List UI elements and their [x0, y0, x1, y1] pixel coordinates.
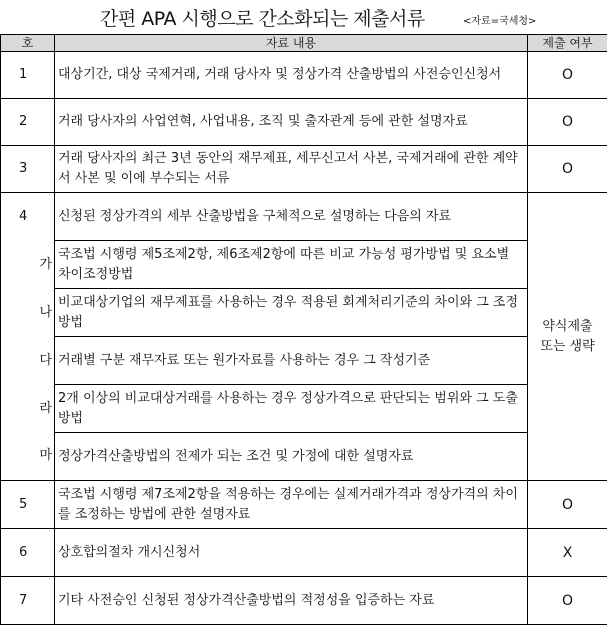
row-content: 거래별 구분 재무자료 또는 원가자료를 사용하는 경우 그 작성기준	[55, 337, 528, 385]
row-sub-number: 마	[1, 433, 55, 481]
table-row	[1, 241, 607, 289]
row-number: 3	[1, 146, 55, 193]
table-row	[1, 337, 607, 385]
table-row	[1, 99, 607, 146]
header-content: 자료 내용	[55, 35, 528, 52]
row-content: 기타 사전승인 신청된 정상가격산출방법의 적정성을 입증하는 자료	[55, 577, 528, 625]
row-number: 7	[1, 577, 55, 625]
row-content: 상호합의절차 개시신청서	[55, 529, 528, 577]
table-row	[1, 529, 607, 577]
row-content: 대상기간, 대상 국제거래, 거래 당사자 및 정상가격 산출방법의 사전승인신청서	[55, 52, 528, 99]
table-row	[1, 577, 607, 625]
source-label: <자료=국세청>	[463, 16, 537, 27]
row-number: 5	[1, 481, 55, 529]
header-submit: 제출 여부	[528, 35, 607, 52]
row-submit-mark: O	[528, 52, 607, 99]
row-content: 비교대상기업의 재무제표를 사용하는 경우 적용된 회계처리기준의 차이와 그 조정방법	[55, 289, 528, 337]
page-title: 간편 APA 시행으로 간소화되는 제출서류	[100, 8, 425, 30]
row-content: 거래 당사자의 최근 3년 동안의 재무제표, 세무신고서 사본, 국제거래에 관한 계약서 사본 및 이에 부수되는 서류	[55, 146, 528, 193]
row-content: 신청된 정상가격의 세부 산출방법을 구체적으로 설명하는 다음의 자료	[55, 193, 528, 241]
table-row	[1, 481, 607, 529]
table-row	[1, 52, 607, 99]
row-number: 1	[1, 52, 55, 99]
row-number: 6	[1, 529, 55, 577]
row-submit-mark: O	[528, 99, 607, 146]
row-content: 거래 당사자의 사업연혁, 사업내용, 조직 및 출자관계 등에 관한 설명자료	[55, 99, 528, 146]
row-submit-mark: O	[528, 481, 607, 529]
title-row	[0, 0, 607, 34]
row-submit-mark: O	[528, 146, 607, 193]
row-content: 2개 이상의 비교대상거래를 사용하는 경우 정상가격으로 판단되는 범위와 그 도출방법	[55, 385, 528, 433]
table-row	[1, 385, 607, 433]
row-content: 국조법 시행령 제7조제2항을 적용하는 경우에는 실제거래가격과 정상가격의 차이를 조정하는 방법에 관한 설명자료	[55, 481, 528, 529]
row-content: 국조법 시행령 제5조제2항, 제6조제2항에 따른 비교 가능성 평가방법 및 요소별 차이조정방법	[55, 241, 528, 289]
row-sub-number: 가	[1, 241, 55, 289]
row-sub-number: 라	[1, 385, 55, 433]
table-header-row	[1, 35, 607, 52]
row-sub-number: 나	[1, 289, 55, 337]
row-number: 4	[1, 193, 55, 241]
table-row	[1, 289, 607, 337]
row-submit-mark: O	[528, 577, 607, 625]
merged-submit-note: 약식제출 또는 생략	[528, 193, 607, 481]
row-number: 2	[1, 99, 55, 146]
table-row	[1, 433, 607, 481]
header-no: 호	[1, 35, 55, 52]
document-table	[0, 34, 607, 625]
row-sub-number: 다	[1, 337, 55, 385]
table-row	[1, 193, 607, 241]
row-submit-mark: X	[528, 529, 607, 577]
row-content: 정상가격산출방법의 전제가 되는 조건 및 가정에 대한 설명자료	[55, 433, 528, 481]
table-row	[1, 146, 607, 193]
